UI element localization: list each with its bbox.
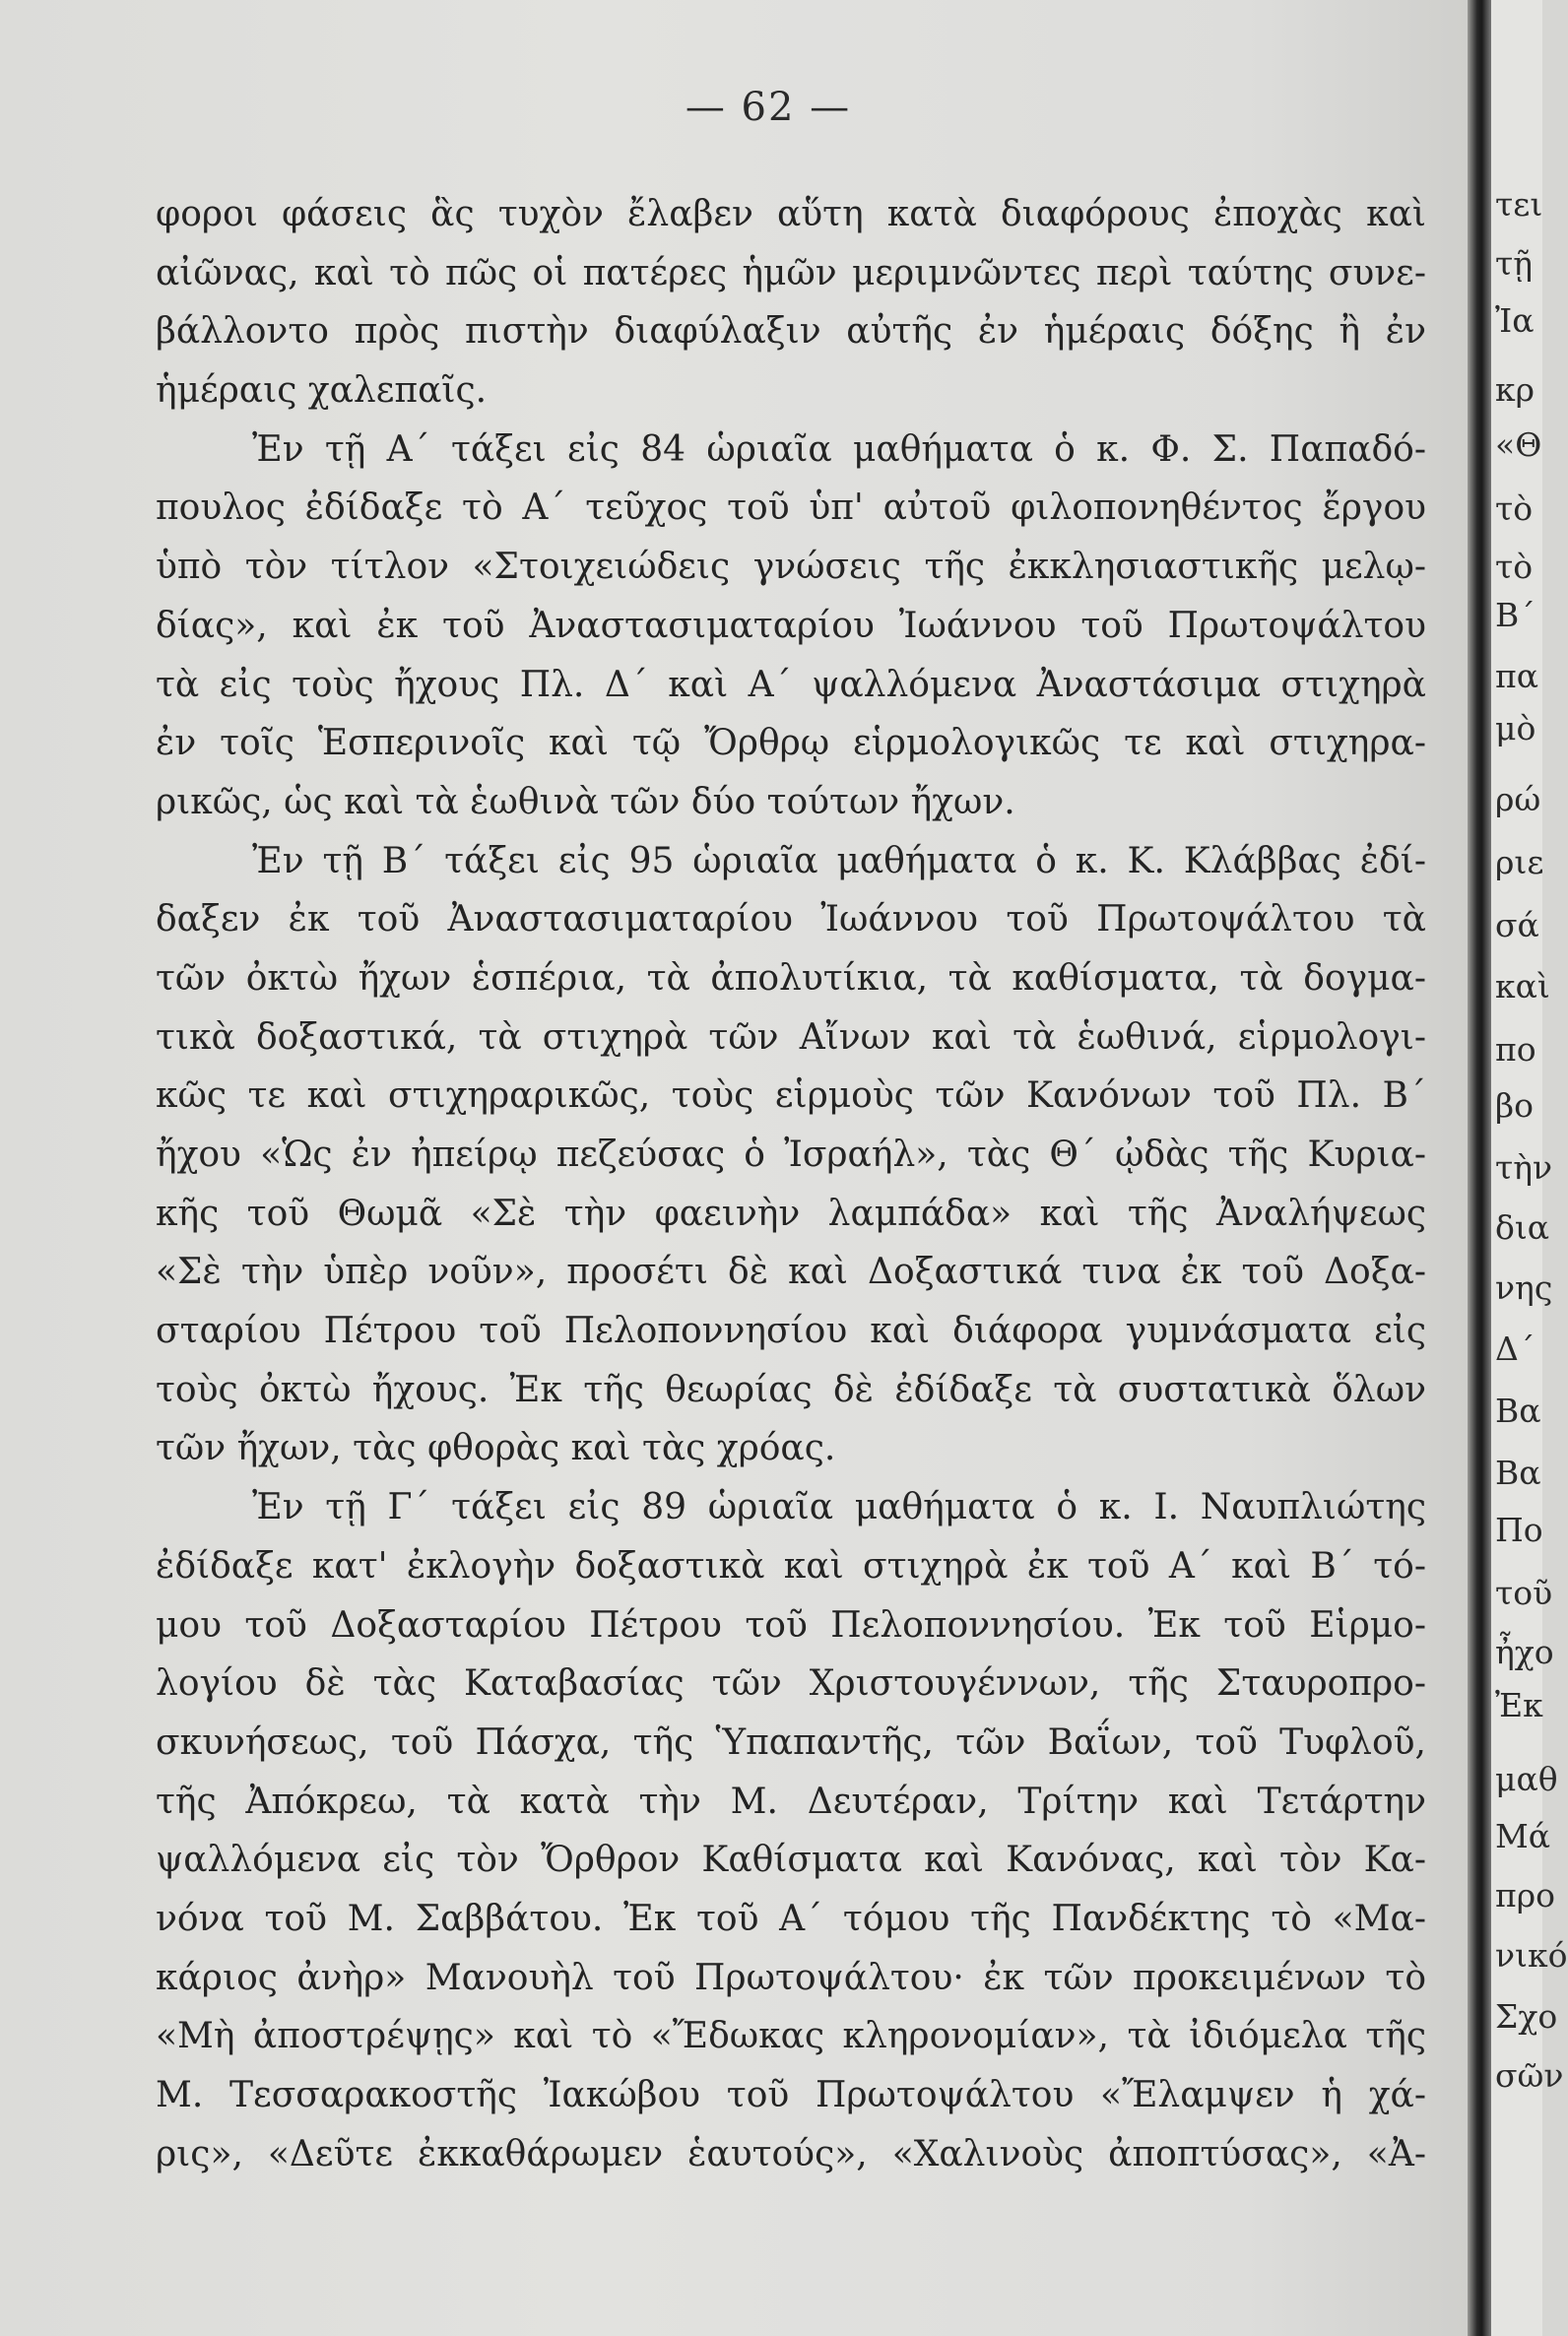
next-page-fragment: μαθ (1495, 1760, 1558, 1798)
next-page-fragment: πο (1495, 1030, 1536, 1069)
next-page-fragment: τὸ (1495, 548, 1534, 586)
text-line: μου τοῦ Δοξασταρίου Πέτρου τοῦ Πελοποννησίου. Ἐκ τοῦ Εἱρμο- (156, 1604, 1426, 1646)
text-line: τῆς Ἀπόκρεω, τὰ κατὰ τὴν Μ. Δευτέραν, Τρίτην καὶ Τετάρτην (156, 1781, 1426, 1822)
next-page-fragment: καὶ (1495, 967, 1550, 1006)
text-line: τῶν ὀκτὼ ἤχων ἑσπέρια, τὰ ἀπολυτίκια, τὰ καθίσματα, τὰ δογμα- (156, 957, 1426, 999)
text-line: φοροι φάσεις ἃς τυχὸν ἔλαβεν αὕτη κατὰ διαφόρους ἐποχὰς καὶ (156, 194, 1426, 234)
next-page-fragment: Δ΄ (1495, 1330, 1535, 1368)
next-page-fragment: νης (1495, 1268, 1553, 1307)
text-line: ἡμέραις χαλεπαῖς. (156, 370, 488, 412)
next-page-fragment: Ἰα (1495, 301, 1535, 340)
next-page-fragment: Σχο (1495, 1997, 1558, 2036)
next-page-fragment: νικό (1495, 1936, 1568, 1975)
next-page-fragment: τει (1495, 185, 1543, 224)
text-line: τοὺς ὀκτὼ ἤχους. Ἐκ τῆς θεωρίας δὲ ἐδίδαξε τὰ συστατικὰ ὅλων (156, 1369, 1426, 1410)
text-line: Ἐν τῇ Β΄ τάξει εἰς 95 ὡριαῖα μαθήματα ὁ κ. Κ. Κλάββας ἐδί- (252, 840, 1426, 881)
text-line: ψαλλόμενα εἰς τὸν Ὄρθρον Καθίσματα καὶ Κανόνας, καὶ τὸν Κα- (156, 1840, 1426, 1881)
text-line: πουλος ἐδίδαξε τὸ Α΄ τεῦχος τοῦ ὑπ' αὐτοῦ φιλοπονηθέντος ἔργου (156, 487, 1426, 529)
adjacent-page-edge (1491, 0, 1568, 2336)
text-line: «Μὴ ἀποστρέψῃς» καὶ τὸ «Ἔδωκας κληρονομίαν», τὰ ἰδιόμελα τῆς (156, 2016, 1426, 2057)
next-page-fragment: τὴν (1495, 1148, 1553, 1187)
text-line: Μ. Τεσσαρακοστῆς Ἰακώβου τοῦ Πρωτοψάλτου «Ἔλαμψεν ἡ χά- (156, 2075, 1426, 2115)
text-line: βάλλοντο πρὸς πιστὴν διαφύλαξιν αὐτῆς ἐν ἡμέραις δόξης ἢ ἐν (156, 311, 1426, 353)
text-line: ὑπὸ τὸν τίτλον «Στοιχειώδεις γνώσεις τῆς ἐκκλησιαστικῆς μελῳ- (156, 547, 1426, 588)
text-line: δίας», καὶ ἐκ τοῦ Ἀναστασιματαρίου Ἰωάννου τοῦ Πρωτοψάλτου (156, 605, 1426, 646)
text-line: σκυνήσεως, τοῦ Πάσχα, τῆς Ὑπαπαντῆς, τῶν Βαΐων, τοῦ Τυφλοῦ, (156, 1721, 1426, 1763)
next-page-fragment: πα (1495, 657, 1538, 695)
next-page-fragment: βο (1495, 1086, 1534, 1125)
next-page-fragment: τὸ (1495, 489, 1534, 528)
text-line: «Σὲ τὴν ὑπὲρ νοῦν», προσέτι δὲ καὶ Δοξαστικά τινα ἐκ τοῦ Δοξα- (156, 1252, 1426, 1293)
text-line: δαξεν ἐκ τοῦ Ἀναστασιματαρίου Ἰωάννου τοῦ Πρωτοψάλτου τὰ (156, 899, 1426, 941)
next-page-fragment: τῇ (1495, 244, 1534, 283)
next-page-fragment: Βα (1495, 1454, 1541, 1492)
text-line: ἐν τοῖς Ἑσπερινοῖς καὶ τῷ Ὄρθρῳ εἱρμολογικῶς τε καὶ στιχηρα- (156, 723, 1426, 764)
next-page-fragment: Βα (1495, 1392, 1541, 1430)
text-line: τῶν ἤχων, τὰς φθορὰς καὶ τὰς χρόας. (156, 1428, 836, 1469)
next-page-fragment: Ἐκ (1495, 1686, 1543, 1724)
text-line: Ἐν τῇ Α΄ τάξει εἰς 84 ὡριαῖα μαθήματα ὁ κ. Φ. Σ. Παπαδό- (252, 428, 1426, 470)
body-text (156, 185, 1426, 2183)
text-line: τὰ εἰς τοὺς ἤχους Πλ. Δ΄ καὶ Α΄ ψαλλόμενα Ἀναστάσιμα στιχηρὰ (156, 664, 1426, 705)
next-page-fragment: σῶν (1495, 2056, 1564, 2095)
next-page-fragment: προ (1495, 1876, 1555, 1914)
next-page-fragment: «Θ (1495, 425, 1542, 464)
text-line: λογίου δὲ τὰς Καταβασίας τῶν Χριστουγέννων, τῆς Σταυροπρο- (156, 1663, 1426, 1705)
next-page-fragment: τοῦ (1495, 1574, 1553, 1612)
next-page-fragment: ρώ (1495, 780, 1541, 818)
page-number: — 62 — (685, 85, 852, 130)
next-page-fragment: σά (1495, 906, 1539, 944)
next-page-fragment: Πο (1495, 1511, 1543, 1549)
next-page-fragment: μὸ (1495, 709, 1536, 747)
book-spine (1468, 0, 1491, 2336)
text-line: Ἐν τῇ Γ΄ τάξει εἰς 89 ὡριαῖα μαθήματα ὁ κ. Ι. Ναυπλιώτης (252, 1487, 1426, 1528)
text-line: κῶς τε καὶ στιχηραρικῶς, τοὺς εἱρμοὺς τῶν Κανόνων τοῦ Πλ. Β΄ (156, 1075, 1426, 1117)
next-page-fragment: ριε (1495, 843, 1544, 881)
next-page-fragment: δια (1495, 1208, 1550, 1247)
text-line: κάριος ἀνὴρ» Μανουὴλ τοῦ Πρωτοψάλτου· ἐκ τῶν προκειμένων τὸ (156, 1957, 1426, 1998)
text-line: ρις», «Δεῦτε ἐκκαθάρωμεν ἑαυτούς», «Χαλινοὺς ἀποπτύσας», «Ἀ- (156, 2133, 1426, 2174)
text-line: ρικῶς, ὡς καὶ τὰ ἑωθινὰ τῶν δύο τούτων ἤχων. (156, 781, 1015, 822)
next-page-fragment: Β΄ (1495, 596, 1535, 634)
text-line: ἤχου «Ὡς ἐν ἠπείρῳ πεζεύσας ὁ Ἰσραήλ», τὰς Θ΄ ᾠδὰς τῆς Κυρια- (156, 1135, 1426, 1175)
text-line: τικὰ δοξαστικά, τὰ στιχηρὰ τῶν Αἴνων καὶ τὰ ἑωθινά, εἱρμολογι- (156, 1016, 1426, 1058)
next-page-fragment: ἦχο (1495, 1633, 1554, 1671)
next-page-fragment: Μά (1495, 1817, 1551, 1855)
text-line: ἐδίδαξε κατ' ἐκλογὴν δοξαστικὰ καὶ στιχηρὰ ἐκ τοῦ Α΄ καὶ Β΄ τό- (156, 1545, 1426, 1587)
text-line: νόνα τοῦ Μ. Σαββάτου. Ἐκ τοῦ Α΄ τόμου τῆς Πανδέκτης τὸ «Μα- (156, 1898, 1426, 1939)
text-line: σταρίου Πέτρου τοῦ Πελοποννησίου καὶ διάφορα γυμνάσματα εἰς (156, 1311, 1426, 1352)
next-page-fragment: κρ (1495, 370, 1535, 409)
text-line: αἰῶνας, καὶ τὸ πῶς οἱ πατέρες ἡμῶν μεριμνῶντες περὶ ταύτης συνε- (156, 252, 1426, 293)
text-line: κῆς τοῦ Θωμᾶ «Σὲ τὴν φαεινὴν λαμπάδα» καὶ τῆς Ἀναλήψεως (156, 1193, 1426, 1234)
